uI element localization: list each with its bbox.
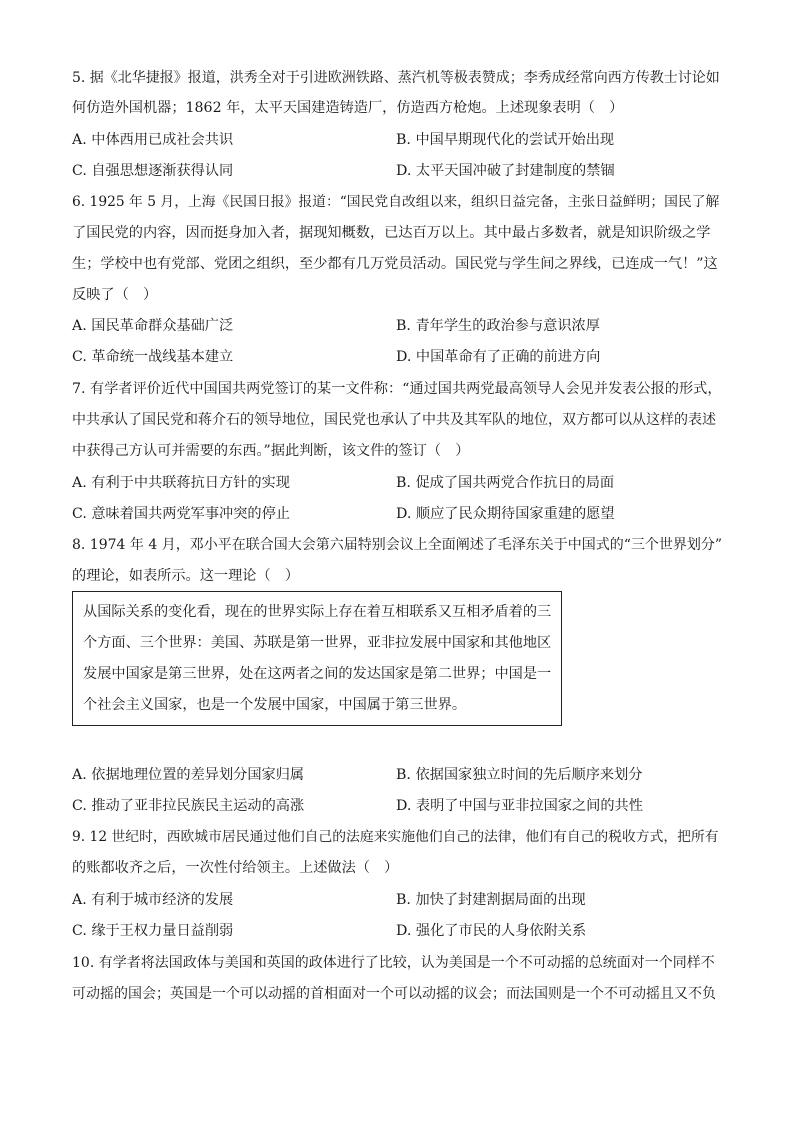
quote-box: [72, 591, 562, 726]
option-c[interactable]: C. 革命统一战线基本建立: [72, 349, 234, 365]
question-text-line: 9. 12 世纪时，西欧城市居民通过他们自己的法庭来实施他们自己的法律，他们有自己的税收方式，把所有: [72, 829, 719, 845]
quote-line: 个方面、三个世界：美国、苏联是第一世界，亚非拉发展中国家和其他地区: [83, 635, 552, 651]
question-text-line: 中获得己方认可并需要的东西。”据此判断，该文件的签订（ ）: [72, 443, 470, 459]
option-b[interactable]: B. 加快了封建割据局面的出现: [396, 892, 586, 908]
question-text-line: 6. 1925 年 5 月，上海《民国日报》报道：“国民党自改组以来，组织日益完备，主张日益鲜明；国民了解: [72, 194, 720, 210]
option-a[interactable]: A. 依据地理位置的差异划分国家归属: [72, 767, 305, 783]
option-b[interactable]: B. 中国早期现代化的尝试开始出现: [396, 132, 615, 148]
question-text-line: 10. 有学者将法国政体与美国和英国的政体进行了比较，认为美国是一个不可动摇的总统面对一个同样不: [72, 955, 715, 971]
question-text-line: 反映了（ ）: [72, 287, 158, 303]
option-d[interactable]: D. 太平天国冲破了封建制度的禁锢: [396, 163, 615, 179]
option-b[interactable]: B. 促成了国共两党合作抗日的局面: [396, 475, 615, 491]
option-c[interactable]: C. 推动了亚非拉民族民主运动的高涨: [72, 798, 305, 814]
option-d[interactable]: D. 表明了中国与亚非拉国家之间的共性: [396, 798, 643, 814]
option-c[interactable]: C. 自强思想逐渐获得认同: [72, 163, 234, 179]
question-text-line: 生；学校中也有党部、党团之组织，至少都有几万党员活动。国民党与学生间之界线，已连成一气！”这: [72, 256, 718, 272]
question-text-line: 何仿造外国机器；1862 年，太平天国建造铸造厂，仿造西方枪炮。上述现象表明（ ）: [72, 100, 624, 116]
option-a[interactable]: A. 有利于中共联蒋抗日方针的实现: [72, 475, 290, 491]
question-text-line: 5. 据《北华捷报》报道，洪秀全对于引进欧洲铁路、蒸汽机等极表赞成；李秀成经常向西方传教士讨论如: [72, 70, 720, 86]
option-a[interactable]: A. 国民革命群众基础广泛: [72, 318, 234, 334]
quote-line: 发展中国家是第三世界，处在这两者之间的发达国家是第二世界；中国是一: [83, 666, 552, 682]
option-c[interactable]: C. 意味着国共两党军事冲突的停止: [72, 506, 290, 522]
question-text-line: 了国民党的内容，因而挺身加入者，据现知概数，已达百万以上。其中最占多数者，就是知识阶级之学: [72, 225, 711, 241]
question-text-line: 的理论，如表所示。这一理论（ ）: [72, 568, 300, 584]
option-d[interactable]: D. 中国革命有了正确的前进方向: [396, 349, 601, 365]
question-text-line: 7. 有学者评价近代中国国共两党签订的某一文件称：“通过国共两党最高领导人会见并发表公报的形式，: [72, 381, 722, 397]
option-a[interactable]: A. 有利于城市经济的发展: [72, 892, 234, 908]
option-d[interactable]: D. 强化了市民的人身依附关系: [396, 923, 587, 939]
quote-line: 个社会主义国家，也是一个发展中国家，中国属于第三世界。: [83, 697, 467, 713]
question-text-line: 8. 1974 年 4 月，邓小平在联合国大会第六届特别会议上全面阐述了毛泽东关于中国式的“三个世界划分”: [72, 537, 723, 553]
option-b[interactable]: B. 青年学生的政治参与意识浓厚: [396, 318, 600, 334]
option-d[interactable]: D. 顺应了民众期待国家重建的愿望: [396, 506, 615, 522]
question-text-line: 的账都收齐之后，一次性付给领主。上述做法（ ）: [72, 860, 399, 876]
option-b[interactable]: B. 依据国家独立时间的先后顺序来划分: [396, 767, 643, 783]
question-text-line: 中共承认了国民党和蒋介石的领导地位，国民党也承认了中共及其军队的地位，双方都可以从这样的表述: [72, 412, 716, 428]
option-c[interactable]: C. 缘于王权力量日益削弱: [72, 923, 234, 939]
option-a[interactable]: A. 中体西用已成社会共识: [72, 132, 234, 148]
question-text-line: 可动摇的国会；英国是一个可以动摇的首相面对一个可以动摇的议会；而法国则是一个不可动摇且又不负: [72, 986, 716, 1002]
quote-line: 从国际关系的变化看，现在的世界实际上存在着互相联系又互相矛盾着的三: [83, 604, 552, 620]
